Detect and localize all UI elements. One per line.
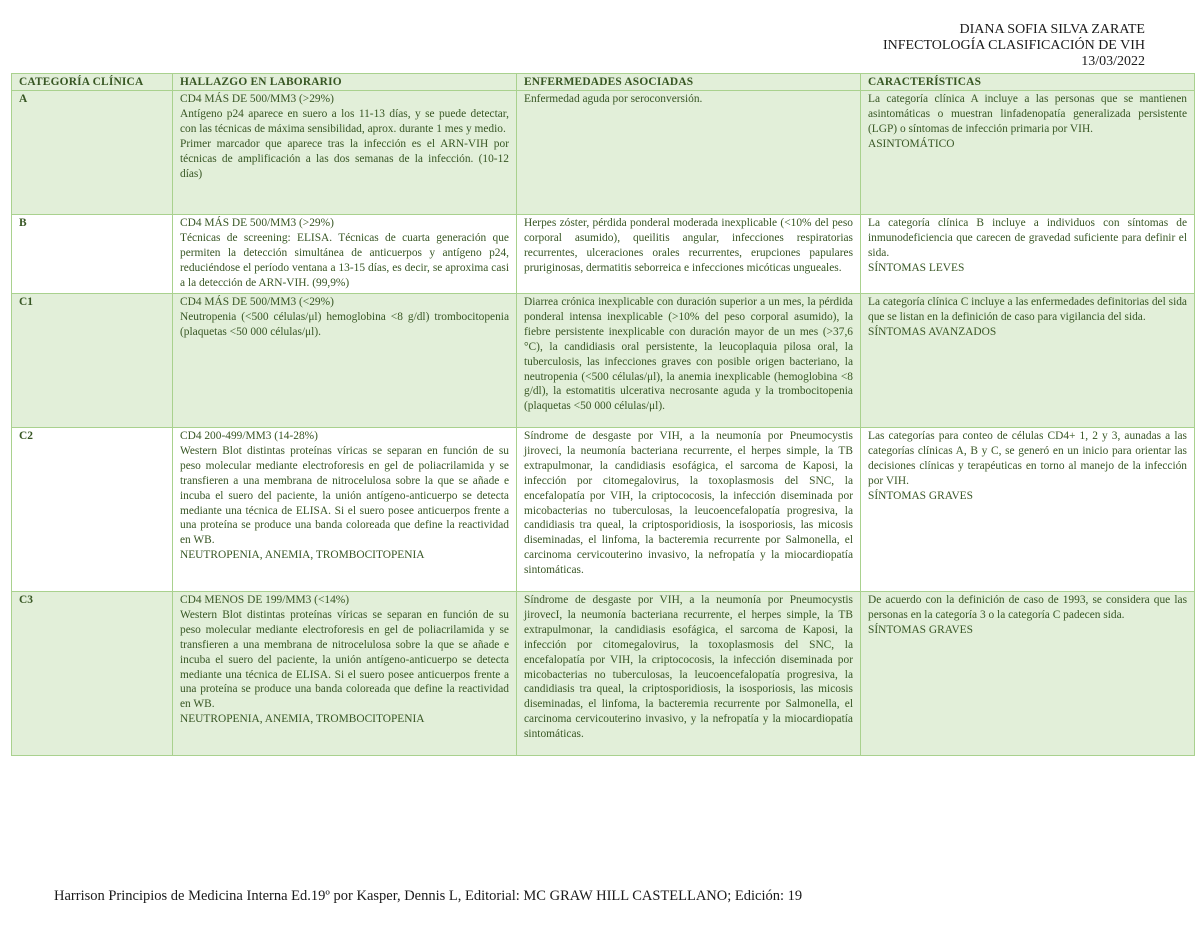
lab-text: Técnicas de screening: ELISA. Técnicas de cuarta generación que permiten la detección simultánea de anticuerpos y antígeno p24, reduciéndose el período ventana a 13-15 días, es decir, se aproxima casi a la detección de ARN-VIH. (99,9%)	[180, 231, 509, 289]
diseases-cell: Síndrome de desgaste por VIH, a la neumonía por Pneumocystis jiroveci, la neumonía bacteriana recurrente, el herpes simple, la TB extrapulmonar, la candidiasis esofágica, el sarcoma de Kaposi, la infección por citomegalovirus, la toxoplasmosis del SNC, la encefalopatía por VIH, la criptococosis, la infección diseminada por micobacterias no tuberculosas, la leucoencefalopatía progresiva, la candidiasis tra queal, la criptosporidiosis, la isosporiosis, las micosis diseminadas, el linfoma, la bacteremia recurrente por Salmonella, el carcinoma cervicouterino invasivo, la nefropatía y la miocardiopatía sintomáticas.	[517, 428, 861, 592]
author-name: DIANA SOFIA SILVA ZARATE	[959, 22, 1145, 37]
diseases-cell: Diarrea crónica inexplicable con duración superior a un mes, la pérdida ponderal intensa inexplicable (>10% del peso corporal asumido), la fiebre persistente inexplicable con duración mayor de un mes (>37,6 °C), la candidiasis oral persistente, la leucoplaquia pilosa oral, la tuberculosis, las infecciones graves con posible origen bacteriano, la neutropenia (<500 células/μl), la anemia inexplicable (hemoglobina <8 g/dl), la estomatitis ulcerativa necrosante aguda y la trombocitopenia (plaquetas <50 000 células/μl).	[517, 294, 861, 428]
symptoms-label: ASINTOMÁTICO	[868, 137, 955, 150]
diseases-cell: Síndrome de desgaste por VIH, a la neumonía por Pneumocystis jirovecI, la neumonía bacteriana recurrente, el herpes simple, la TB extrapulmonar, la candidiasis esofágica, el sarcoma de Kaposi, la infección por citomegalovirus, la toxoplasmosis del SNC, la encefalopatía por VIH, la criptococosis, la infección diseminada por micobacterias no tuberculosas, la leucoencefalopatía progresiva, la candidiasis tra queal, la criptosporidiosis, la isosporiosis, las micosis diseminadas, el linfoma, la bacteremia recurrente por Salmonella, el carcinoma cervicouterino invasivo, y la nefropatía y la miocardiopatía sintomáticas.	[517, 592, 861, 756]
category-cell: B	[12, 215, 173, 294]
table-row	[12, 215, 1195, 294]
characteristics-cell	[861, 428, 1195, 592]
column-header-category: CATEGORÍA CLÍNICA	[12, 74, 173, 91]
lab-text: Western Blot distintas proteínas víricas se separan en función de su peso molecular mediante electroforesis en gel de poliacrilamida y se transfieren a una membrana de nitrocelulosa sobre la que se añade e incuba el suero del paciente, la unión antígeno-anticuerpo se detecta mediante una técnica de ELISA. Si el suero posee anticuerpos frente a una proteína se produce una banda coloreada que define la reactividad en WB.	[180, 608, 509, 711]
column-header-characteristics: CARACTERÍSTICAS	[861, 74, 1195, 91]
symptoms-label: SÍNTOMAS AVANZADOS	[868, 325, 997, 338]
diseases-cell: Enfermedad aguda por seroconversión.	[517, 91, 861, 215]
document-date: 13/03/2022	[1081, 54, 1145, 69]
lab-title: CD4 MENOS DE 199/MM3 (<14%)	[180, 594, 350, 606]
characteristics-text: Las categorías para conteo de células CD4+ 1, 2 y 3, aunadas a las categorías clínicas A, B y C, se generó en un inicio para orientar las decisiones clínicas y terapéuticas en torno al manejo de la infección por VIH.	[868, 430, 1187, 487]
characteristics-cell	[861, 294, 1195, 428]
column-header-diseases: ENFERMEDADES ASOCIADAS	[517, 74, 861, 91]
lab-cell	[173, 91, 517, 215]
category-cell: A	[12, 91, 173, 215]
lab-title: CD4 MÁS DE 500/MM3 (>29%)	[180, 217, 334, 229]
lab-text-extra: NEUTROPENIA, ANEMIA, TROMBOCITOPENIA	[180, 549, 425, 562]
symptoms-label: SÍNTOMAS GRAVES	[868, 623, 973, 636]
characteristics-text: La categoría clínica A incluye a las personas que se mantienen asintomáticas o muestran linfadenopatía generalizada persistente (LGP) o síntomas de infección primaria por VIH.	[868, 93, 1187, 135]
table-row	[12, 294, 1195, 428]
column-header-lab: HALLAZGO EN LABORARIO	[173, 74, 517, 91]
lab-cell	[173, 592, 517, 756]
category-cell: C1	[12, 294, 173, 428]
document-header	[883, 22, 1145, 70]
lab-text-extra: Primer marcador que aparece tras la infección es el ARN-VIH por técnicas de amplificación a las dos semanas de la infección. (10-12 días)	[180, 137, 509, 180]
table-header-row	[12, 74, 1195, 91]
lab-text: Neutropenia (<500 células/μl) hemoglobina <8 g/dl) trombocitopenia (plaquetas <50 000 células/μl).	[180, 310, 509, 338]
lab-cell	[173, 215, 517, 294]
lab-text: Antígeno p24 aparece en suero a los 11-13 días, y se puede detectar, con las técnicas de máxima sensibilidad, aprox. durante 1 mes y medio.	[180, 107, 509, 135]
category-cell: C3	[12, 592, 173, 756]
diseases-cell: Herpes zóster, pérdida ponderal moderada inexplicable (<10% del peso corporal asumido), queilitis angular, infecciones respiratorias recurrentes, ulceraciones orales recurrentes, erupciones papulares pruriginosas, dermatitis seborreica e infecciones micóticas ungueales.	[517, 215, 861, 294]
table-row	[12, 592, 1195, 756]
category-cell: C2	[12, 428, 173, 592]
lab-cell	[173, 428, 517, 592]
lab-text-extra: NEUTROPENIA, ANEMIA, TROMBOCITOPENIA	[180, 713, 425, 726]
characteristics-text: La categoría clínica C incluye a las enfermedades definitorias del sida que se listan en la definición de caso para vigilancia del sida.	[868, 296, 1187, 323]
characteristics-cell	[861, 91, 1195, 215]
citation-footer: Harrison Principios de Medicina Interna Ed.19º por Kasper, Dennis L, Editorial: MC GRAW HILL CASTELLANO; Edición: 19	[54, 888, 803, 904]
lab-title: CD4 MÁS DE 500/MM3 (>29%)	[180, 93, 334, 105]
characteristics-cell	[861, 215, 1195, 294]
lab-text: Western Blot distintas proteínas víricas se separan en función de su peso molecular mediante electroforesis en gel de poliacrilamida y se transfieren a una membrana de nitrocelulosa sobre la que se añade e incuba el suero del paciente, la unión antígeno-anticuerpo se detecta mediante una técnica de ELISA. Si el suero posee anticuerpos frente a una proteína se produce una banda coloreada que define la reactividad en WB.	[180, 444, 509, 547]
document-title: INFECTOLOGÍA CLASIFICACIÓN DE VIH	[883, 38, 1145, 53]
symptoms-label: SÍNTOMAS LEVES	[868, 261, 965, 274]
characteristics-text: La categoría clínica B incluye a individuos con síntomas de inmunodeficiencia que carecen de gravedad suficiente para definir el sida.	[868, 217, 1187, 259]
lab-title: CD4 MÁS DE 500/MM3 (<29%)	[180, 296, 334, 308]
table-row	[12, 91, 1195, 215]
classification-table	[11, 73, 1195, 756]
lab-title: CD4 200-499/MM3 (14-28%)	[180, 430, 318, 442]
table-row	[12, 428, 1195, 592]
symptoms-label: SÍNTOMAS GRAVES	[868, 489, 973, 502]
characteristics-cell	[861, 592, 1195, 756]
lab-cell	[173, 294, 517, 428]
characteristics-text: De acuerdo con la definición de caso de 1993, se considera que las personas en la categoría 3 o la categoría C padecen sida.	[868, 594, 1187, 621]
